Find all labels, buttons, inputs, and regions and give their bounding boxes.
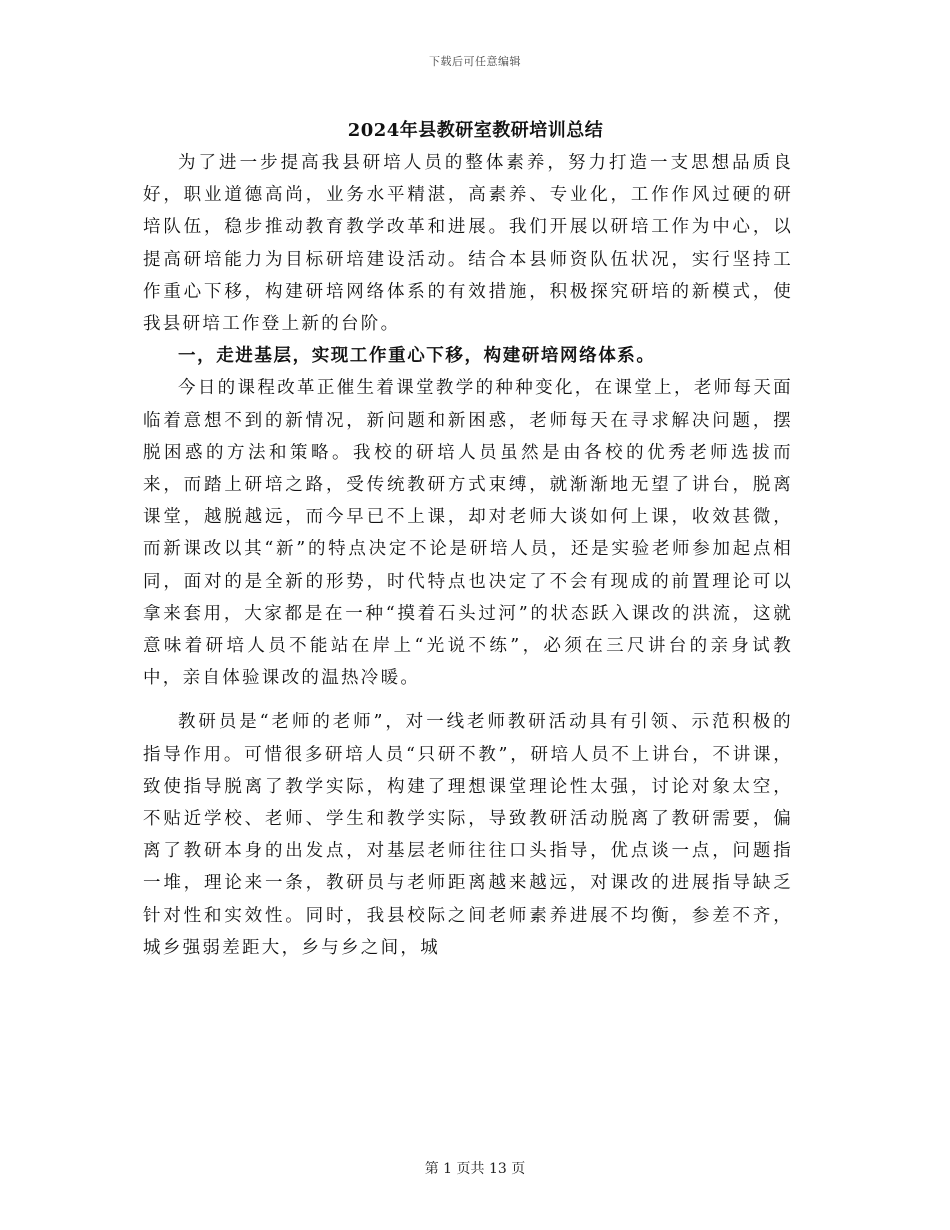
page-footer-number: 第 1 页共 13 页 — [424, 1161, 526, 1177]
paragraph-intro: 为了进一步提高我县研培人员的整体素养，努力打造一支思想品质良好，职业道德高尚，业务水平精湛，高素养、专业化，工作作风过硬的研培队伍，稳步推动教育教学改革和进展。我们开展以研培工作为中心，以提高研培能力为目标研培建设活动。结合本县师资队伍状况，实行坚持工作重心下移，构建研培网络体系的有效措施，积极探究研培的新模式，使我县研培工作登上新的台阶。 — [143, 153, 793, 335]
page-header-note: 下载后可任意编辑 — [429, 55, 521, 68]
paragraph-researcher-role: 教研员是“老师的老师”，对一线老师教研活动具有引领、示范积极的指导作用。可惜很多研培人员“只研不教”，研培人员不上讲台，不讲课，致使指导脱离了教学实际，构建了理想课堂理论性太强，讨论对象太空，不贴近学校、老师、学生和教学实际，导致教研活动脱离了教研需要，偏离了教研本身的出发点，对基层老师往往口头指导，优点谈一点，问题指一堆，理论来一条，教研员与老师距离越来越远，对课改的进展指导缺乏针对性和实效性。同时，我县校际之间老师素养进展不均衡，参差不齐，城乡强弱差距大，乡与乡之间，城 — [143, 712, 793, 958]
document-title: 2024年县教研室教研培训总结 — [347, 120, 604, 141]
paragraph-curriculum-reform: 今日的课程改革正催生着课堂教学的种种变化，在课堂上，老师每天面临着意想不到的新情况，新问题和新困惑，老师每天在寻求解决问题，摆脱困惑的方法和策略。我校的研培人员虽然是由各校的优秀老师选拔而来，而踏上研培之路，受传统教研方式束缚，就渐渐地无望了讲台，脱离课堂，越脱越远，而今早已不上课，却对老师大谈如何上课，收效甚微，而新课改以其“新”的特点决定不论是研培人员，还是实验老师参加起点相同，面对的是全新的形势，时代特点也决定了不会有现成的前置理论可以拿来套用，大家都是在一种“摸着石头过河”的状态跃入课改的洪流，这就意味着研培人员不能站在岸上“光说不练”，必须在三尺讲台的亲身试教中，亲自体验课改的温热冷暖。 — [143, 378, 793, 689]
document-body — [143, 147, 793, 964]
section-heading-1: 一，走进基层，实现工作重心下移，构建研培网络体系。 — [178, 346, 656, 367]
